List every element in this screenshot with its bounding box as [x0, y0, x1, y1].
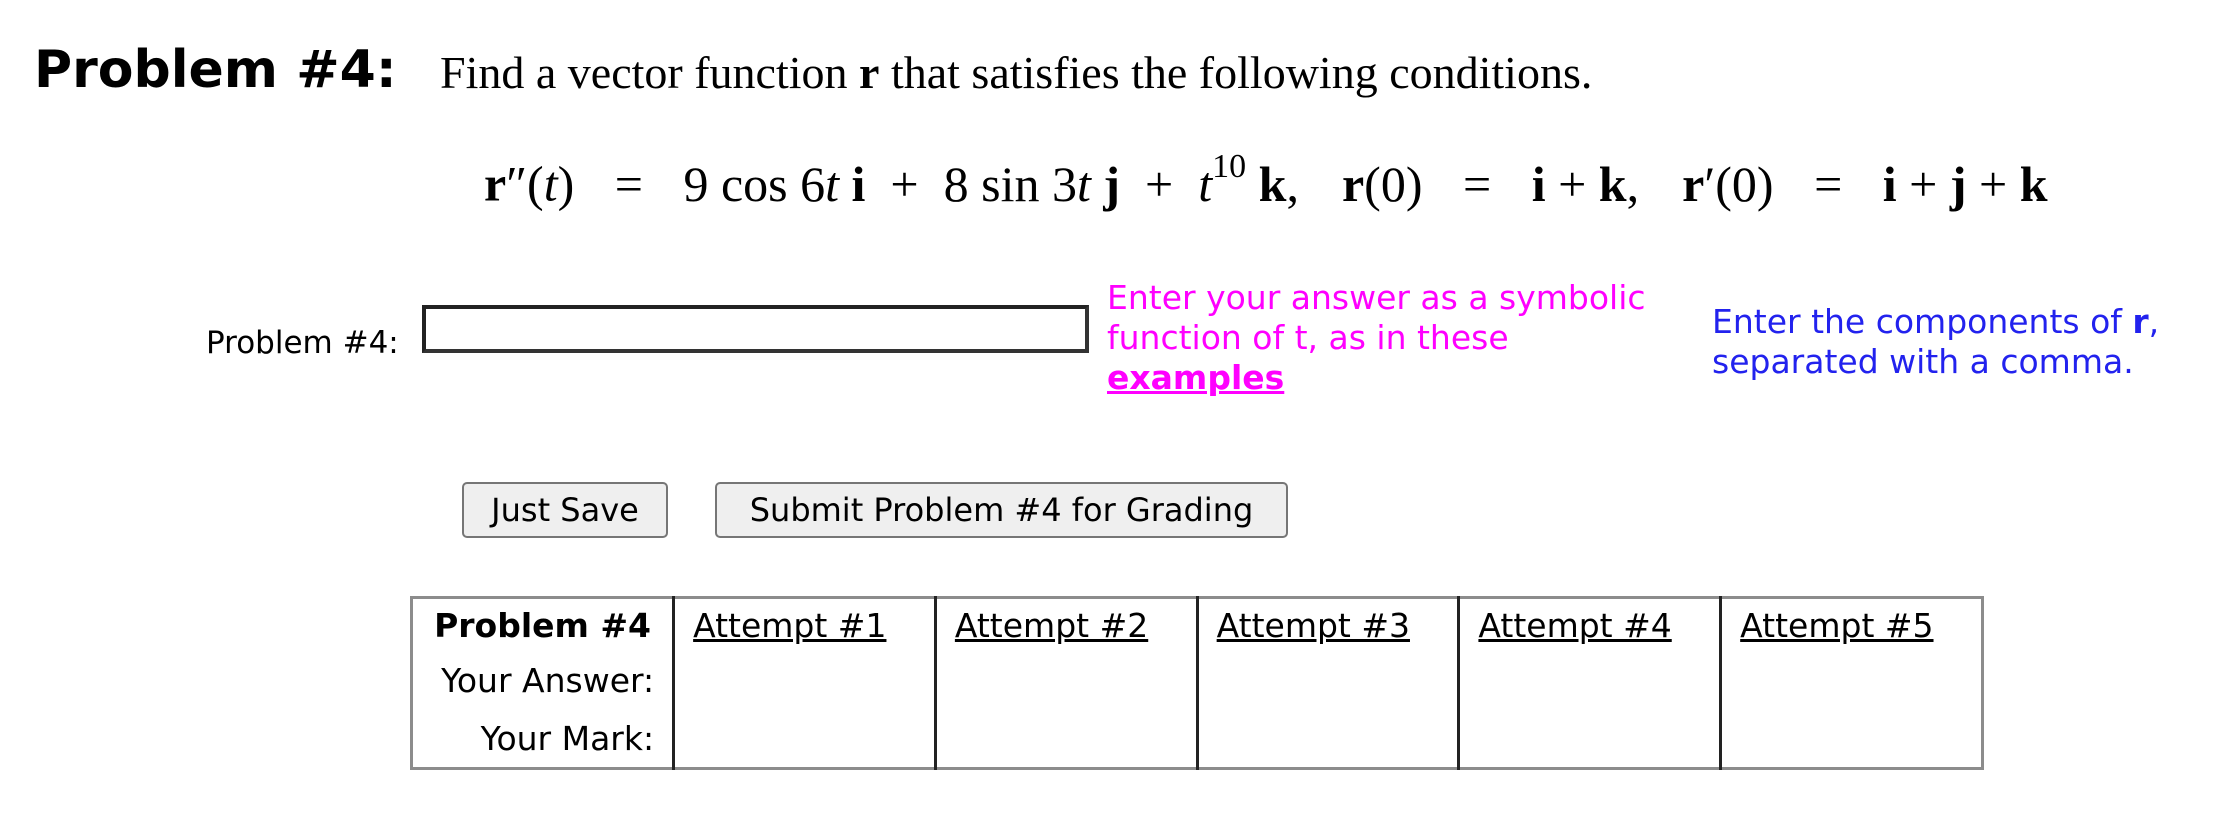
statement-vector-r: r [859, 47, 880, 98]
answer-label: Problem #4: [206, 325, 399, 361]
attempt-3-answer [1197, 651, 1459, 709]
examples-link[interactable]: examples [1107, 358, 1285, 397]
problem-statement [440, 46, 1592, 99]
components-hint-pre: Enter the components of [1712, 302, 2122, 341]
problem-heading: Problem #4: [34, 40, 397, 100]
attempt-5-answer [1721, 651, 1983, 709]
equation-condition-r0: r(0) = i + k, [1341, 155, 1640, 212]
attempt-2-link[interactable]: Attempt #2 [954, 605, 1149, 645]
attempt-2-mark [935, 709, 1197, 769]
attempt-3-link[interactable]: Attempt #3 [1216, 605, 1410, 645]
just-save-button[interactable]: Just Save [462, 482, 668, 538]
symbolic-hint-text: Enter your answer as a symbolic function of t, as in these [1107, 278, 1646, 357]
equation: r″(t) = 9 cos 6t i + 8 sin 3t $j + t^{10}$ k, r(0) = i + k, r′(0) = i + j + k [484, 148, 2048, 212]
components-hint-vector: r [2132, 302, 2149, 341]
attempt-1-link[interactable]: Attempt #1 [693, 605, 887, 645]
components-hint [1712, 302, 2232, 382]
attempt-5-link[interactable]: Attempt #5 [1740, 605, 1934, 645]
statement-pre: Find a vector function [440, 47, 848, 98]
attempt-1-mark [674, 709, 936, 769]
attempt-5-mark [1721, 709, 1983, 769]
equation-lhs: r″(t) [484, 155, 575, 212]
attempts-table [410, 596, 1984, 770]
statement-post: that satisfies the following conditions. [890, 47, 1593, 98]
components-hint-post: , separated with a comma. [1712, 302, 2160, 381]
symbolic-hint [1107, 278, 1667, 398]
equation-condition-rprime0: r′(0) = i + j + k [1682, 155, 2048, 212]
attempt-2-answer [935, 651, 1197, 709]
attempts-table-title: Problem #4 [434, 605, 652, 645]
your-mark-label: Your Mark: [480, 718, 655, 758]
attempt-1-answer [674, 651, 936, 709]
attempt-4-mark [1459, 709, 1721, 769]
attempt-3-mark [1197, 709, 1459, 769]
equation-rhs: 9 cos 6t i + 8 sin 3t $j + t^{10}$ k, [683, 148, 1299, 212]
submit-button[interactable]: Submit Problem #4 for Grading [715, 482, 1288, 538]
answer-input[interactable] [422, 305, 1089, 353]
attempt-4-link[interactable]: Attempt #4 [1478, 605, 1672, 645]
your-answer-label: Your Answer: [441, 660, 655, 700]
attempt-4-answer [1459, 651, 1721, 709]
